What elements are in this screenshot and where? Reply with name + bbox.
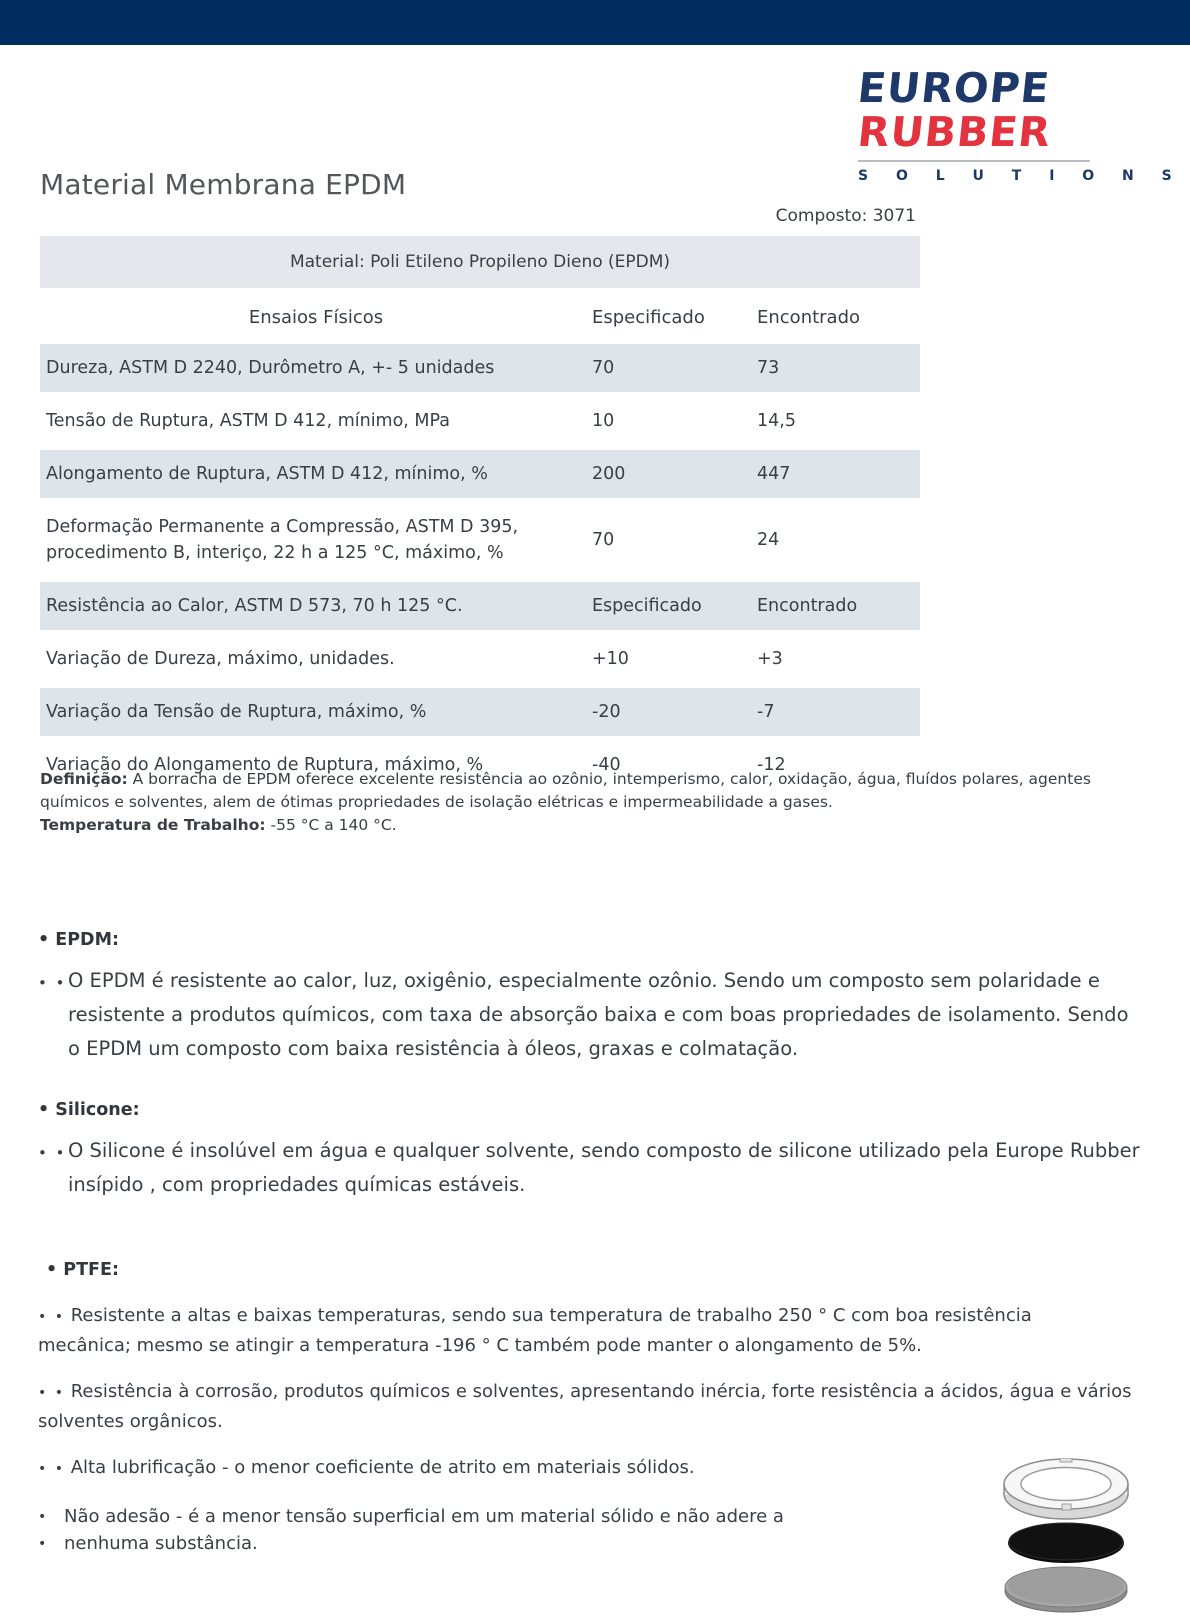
ptfe-bullet-4: • • Não adesão - é a menor tensão superficial em um material sólido e não adere a nenhuma substância.: [38, 1503, 868, 1559]
row-label: Alongamento de Ruptura, ASTM D 412, mínimo, %: [46, 464, 488, 484]
row-label: Dureza, ASTM D 2240, Durômetro A, +- 5 unidades: [46, 358, 495, 378]
physical-tests-table: [40, 296, 920, 794]
top-navy-bar: [0, 0, 1190, 45]
double-bullet-icon: • •: [38, 1385, 65, 1401]
epdm-paragraph: • • O EPDM é resistente ao calor, luz, oxigênio, especialmente ozônio. Sendo um composto sem polaridade e resistente a produtos químicos, com taxa de absorção baixa e com boas propriedades de isolamento. Sendo o EPDM um composto com baixa resistência à óleos, graxas e colmatação.: [38, 964, 1143, 1066]
table-row: [40, 344, 920, 392]
table-header-especificado: Especificado: [592, 306, 705, 328]
table-row: [40, 635, 920, 683]
row-label: Tensão de Ruptura, ASTM D 412, mínimo, MPa: [46, 411, 451, 431]
logo-word-solutions: S O L U T I O N S: [858, 168, 1184, 184]
definition-text: Definição: A borracha de EPDM oferece excelente resistência ao ozônio, intemperismo, calor, oxidação, água, fluídos polares, agentes químicos e solventes, alem de ótimas propriedades de isolação elétricas e impermeabilidade a gases.: [40, 770, 1091, 811]
double-bullet-icon: • •: [38, 1144, 67, 1162]
row-encontrado: 447: [757, 464, 791, 484]
ptfe-bullet-3: • • Alta lubrificação - o menor coeficiente de atrito em materiais sólidos.: [38, 1457, 695, 1478]
clamp-ring: [1004, 1458, 1128, 1519]
row-label: Variação do Alongamento de Ruptura, máximo, %: [46, 755, 484, 775]
row-especificado: -20: [592, 702, 621, 722]
working-temperature-label: Temperatura de Trabalho:: [40, 816, 266, 834]
table-row: [40, 450, 920, 498]
bullet-icon: •: [38, 930, 50, 950]
double-bullet-icon: • •: [38, 1309, 65, 1325]
row-especificado: 70: [592, 530, 615, 550]
row-encontrado: -12: [757, 755, 786, 775]
ptfe-bullet-1: • • Resistente a altas e baixas temperaturas, sendo sua temperatura de trabalho 250 ° C com boa resistência mecânica; mesmo se atingir a temperatura -196 ° C também pode manter o alongamento de 5%.: [38, 1305, 1032, 1356]
bullet-icon: •: [46, 1260, 58, 1280]
table-row: [40, 688, 920, 736]
double-bullet-icon: • •: [38, 974, 67, 992]
row-label: Variação de Dureza, máximo, unidades.: [46, 649, 395, 669]
row-encontrado: Encontrado: [757, 596, 858, 616]
table-header-row: [40, 296, 920, 338]
double-bullet-icon: • •: [38, 1461, 65, 1477]
double-bullet-icon: • •: [38, 1508, 49, 1552]
bullet-icon: •: [38, 1100, 50, 1120]
row-especificado: +10: [592, 649, 629, 669]
row-label: Resistência ao Calor, ASTM D 573, 70 h 125 °C.: [46, 596, 463, 616]
table-row: [40, 397, 920, 445]
logo-word-rubber: RUBBER: [855, 108, 1054, 156]
row-label: Variação da Tensão de Ruptura, máximo, %: [46, 702, 427, 722]
compound-number: Composto: 3071: [775, 206, 916, 226]
table-header-ensaios: Ensaios Físicos: [248, 306, 384, 328]
row-encontrado: -7: [757, 702, 775, 722]
section-heading-epdm: • EPDM:: [38, 930, 120, 950]
table-header-encontrado: Encontrado: [757, 306, 861, 328]
silicone-paragraph: • • O Silicone é insolúvel em água e qualquer solvente, sendo composto de silicone utilizado pela Europe Rubber insípido , com propriedades químicas estáveis.: [38, 1134, 1143, 1202]
logo-word-europe: EUROPE: [855, 64, 1053, 112]
logo-divider: [858, 160, 1090, 162]
base-disc: [1005, 1567, 1127, 1612]
membrane-assembly-image: [1000, 1458, 1136, 1616]
ptfe-bullet-2: • • Resistência à corrosão, produtos químicos e solventes, apresentando inércia, forte resistência a ácidos, água e vários solventes orgânicos.: [38, 1381, 1132, 1432]
row-especificado: 10: [592, 411, 615, 431]
row-encontrado: +3: [757, 649, 783, 669]
row-encontrado: 14,5: [757, 411, 796, 431]
row-especificado: -40: [592, 755, 621, 775]
row-encontrado: 24: [757, 530, 780, 550]
section-heading-silicone: • Silicone:: [38, 1100, 140, 1120]
working-temperature: Temperatura de Trabalho: -55 °C a 140 °C.: [40, 816, 397, 834]
table-row: [40, 582, 920, 630]
table-row: [40, 503, 920, 577]
material-banner: Material: Poli Etileno Propileno Dieno (EPDM): [40, 236, 920, 288]
row-especificado: 200: [592, 464, 626, 484]
company-logo: [855, 64, 1184, 184]
definition-block: [40, 768, 1150, 837]
row-especificado: 70: [592, 358, 615, 378]
row-encontrado: 73: [757, 358, 780, 378]
material-sections: [38, 930, 1143, 1559]
row-especificado: Especificado: [592, 596, 702, 616]
row-label: Deformação Permanente a Compressão, ASTM D 395, procedimento B, interiço, 22 h a 125 °C, máximo, %: [46, 517, 519, 563]
section-heading-ptfe: • PTFE:: [46, 1260, 119, 1280]
membrane-disc: [1008, 1523, 1124, 1563]
page-title: Material Membrana EPDM: [40, 168, 407, 201]
definition-label: Definição:: [40, 770, 128, 788]
